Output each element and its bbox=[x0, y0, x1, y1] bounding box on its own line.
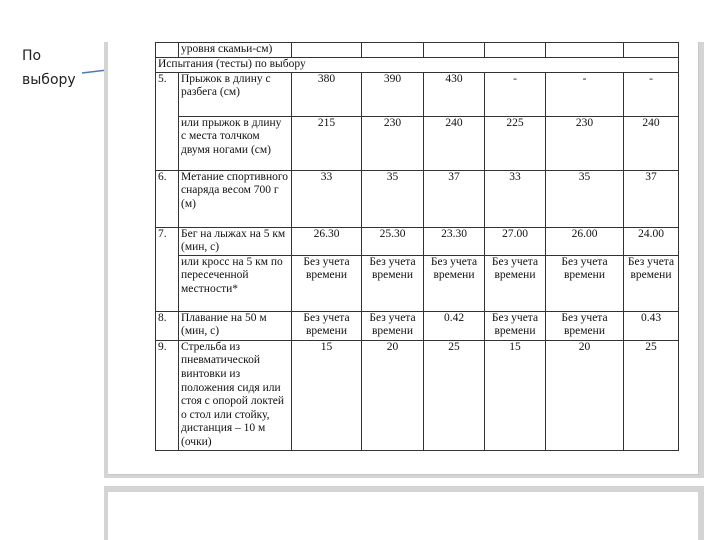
section-header-row bbox=[156, 58, 679, 73]
value-cell: 215 bbox=[292, 116, 362, 170]
table-row bbox=[156, 340, 679, 450]
value-cell: 240 bbox=[624, 116, 679, 170]
row-number: 8. bbox=[156, 311, 179, 340]
value-cell: 23.30 bbox=[424, 227, 485, 255]
row-name: или прыжок в длину с места толчком двумя ногами (см) bbox=[179, 116, 292, 170]
value-cell: 20 bbox=[362, 340, 424, 450]
value-cell: 230 bbox=[546, 116, 624, 170]
value-cell: Без учета времени bbox=[362, 311, 424, 340]
annotation-line-1: По bbox=[22, 48, 42, 64]
value-cell: 26.30 bbox=[292, 227, 362, 255]
value-cell: Без учета времени bbox=[424, 255, 485, 311]
value-cell: Без учета времени bbox=[292, 255, 362, 311]
table-row bbox=[156, 227, 679, 255]
value-cell: 25.30 bbox=[362, 227, 424, 255]
value-cell: 20 bbox=[546, 340, 624, 450]
section-title: Испытания (тесты) по выбору bbox=[156, 58, 679, 73]
value-cell: 0.42 bbox=[424, 311, 485, 340]
row-name: уровня скамьи-см) bbox=[179, 43, 292, 58]
value-cell: 37 bbox=[624, 170, 679, 227]
value-cell: 37 bbox=[424, 170, 485, 227]
value-cell: 380 bbox=[292, 72, 362, 116]
value-cell: 240 bbox=[424, 116, 485, 170]
value-cell: Без учета времени bbox=[485, 255, 546, 311]
row-name: Плавание на 50 м (мин, с) bbox=[179, 311, 292, 340]
row-number: 5. bbox=[156, 72, 179, 170]
table-row bbox=[156, 255, 679, 311]
annotation-line-2: выбору bbox=[22, 72, 76, 88]
row-number: 9. bbox=[156, 340, 179, 450]
value-cell: - bbox=[485, 72, 546, 116]
table-row bbox=[156, 43, 679, 58]
table-row bbox=[156, 311, 679, 340]
value-cell: 33 bbox=[485, 170, 546, 227]
table-row bbox=[156, 116, 679, 170]
value-cell: 25 bbox=[624, 340, 679, 450]
next-page bbox=[108, 492, 698, 540]
row-name: Метание спортивного снаряда весом 700 г (м) bbox=[179, 170, 292, 227]
value-cell: 24.00 bbox=[624, 227, 679, 255]
value-cell: Без учета времени bbox=[546, 255, 624, 311]
value-cell: Без учета времени bbox=[624, 255, 679, 311]
row-name: или кросс на 5 км по пересеченной местности* bbox=[179, 255, 292, 311]
row-name: Бег на лыжах на 5 км (мин, с) bbox=[179, 227, 292, 255]
value-cell: 390 bbox=[362, 72, 424, 116]
standards-table bbox=[155, 42, 679, 451]
value-cell: 15 bbox=[292, 340, 362, 450]
value-cell: 225 bbox=[485, 116, 546, 170]
value-cell: - bbox=[624, 72, 679, 116]
value-cell: - bbox=[546, 72, 624, 116]
value-cell: 33 bbox=[292, 170, 362, 227]
value-cell: 35 bbox=[546, 170, 624, 227]
row-number: 6. bbox=[156, 170, 179, 227]
value-cell: Без учета времени bbox=[362, 255, 424, 311]
row-name: Прыжок в длину с разбега (см) bbox=[179, 72, 292, 116]
value-cell: Без учета времени bbox=[292, 311, 362, 340]
value-cell: 25 bbox=[424, 340, 485, 450]
value-cell: Без учета времени bbox=[485, 311, 546, 340]
value-cell: 26.00 bbox=[546, 227, 624, 255]
table-row bbox=[156, 72, 679, 116]
row-number: 7. bbox=[156, 227, 179, 311]
value-cell: 27.00 bbox=[485, 227, 546, 255]
value-cell: 0.43 bbox=[624, 311, 679, 340]
row-name: Стрельба из пневматической винтовки из положения сидя или стоя с опорой локтей о стол или стойку, дистанция – 10 м (очки) bbox=[179, 340, 292, 450]
value-cell: 15 bbox=[485, 340, 546, 450]
table-row bbox=[156, 170, 679, 227]
value-cell: 35 bbox=[362, 170, 424, 227]
value-cell: 230 bbox=[362, 116, 424, 170]
value-cell: Без учета времени bbox=[546, 311, 624, 340]
value-cell: 430 bbox=[424, 72, 485, 116]
